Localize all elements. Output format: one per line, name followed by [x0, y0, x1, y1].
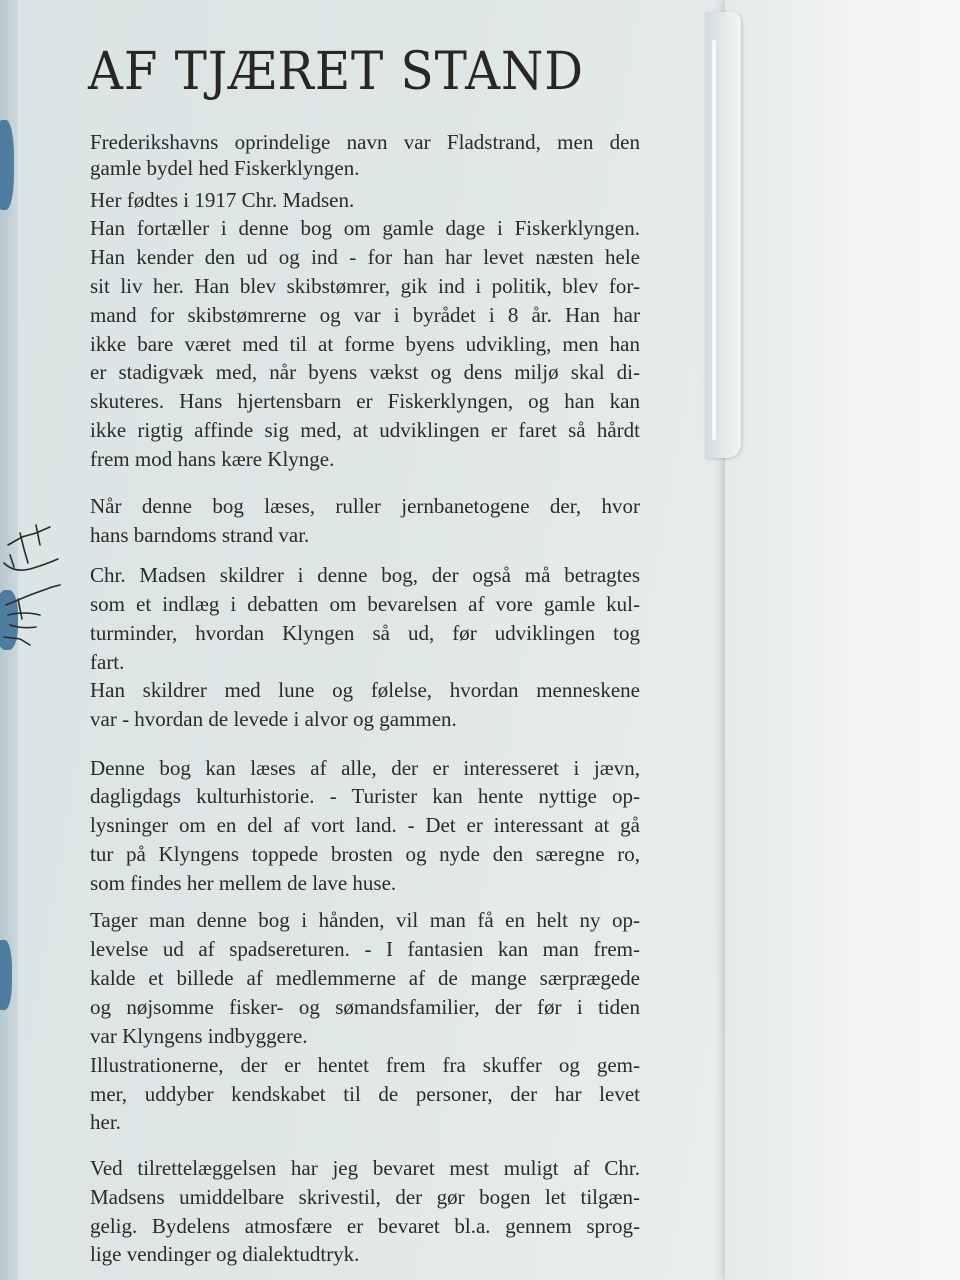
- text-line: Når denne bog læses, ruller jernbanetogene der, hvor: [90, 494, 640, 518]
- text-line: er stadigvæk med, når byens vækst og dens miljø skal di-: [90, 360, 640, 384]
- text-line: frem mod hans kære Klynge.: [90, 447, 335, 471]
- page-title: AF TJÆRET STAND: [88, 42, 584, 102]
- text-line: Tager man denne bog i hånden, vil man få en helt ny op-: [90, 908, 640, 932]
- text-line: tur på Klyngens toppede brosten og nyde den særegne ro,: [90, 842, 640, 866]
- text-line: lysninger om en del af vort land. - Det er interessant at gå: [90, 813, 640, 837]
- text-line: Han kender den ud og ind - for han har levet næsten hele: [90, 245, 640, 269]
- text-line: og nøjsomme fisker- og sømandsfamilier, der før i tiden: [90, 995, 640, 1019]
- text-line: sit liv her. Han blev skibstømrer, gik ind i politik, blev for-: [90, 274, 640, 298]
- text-line: var Klyngens indbyggere.: [90, 1024, 308, 1048]
- text-line: gamle bydel hed Fiskerklyngen.: [90, 156, 360, 180]
- text-line: kalde et billede af medlemmerne af de mange særprægede: [90, 966, 640, 990]
- text-line: Madsens umiddelbare skrivestil, der gør bogen let tilgæn-: [90, 1185, 640, 1209]
- text-line: Frederikshavns oprindelige navn var Fladstrand, men den: [90, 130, 640, 154]
- text-line: mand for skibstømrerne og var i byrådet i 8 år. Han har: [90, 303, 640, 327]
- text-line: Her fødtes i 1917 Chr. Madsen.: [90, 188, 355, 212]
- cover-illustration-fragment: [0, 940, 12, 1010]
- text-line: dagligdags kulturhistorie. - Turister kan hente nyttige op-: [90, 784, 640, 808]
- text-line: lige vendinger og dialektudtryk.: [90, 1242, 360, 1266]
- text-line: som et indlæg i debatten om bevarelsen af vore gamle kul-: [90, 592, 640, 616]
- text-line: levelse ud af spadsereturen. - I fantasien kan man frem-: [90, 937, 640, 961]
- text-line: hans barndoms strand var.: [90, 523, 310, 547]
- text-line: var - hvordan de levede i alvor og gammen.: [90, 707, 457, 731]
- text-page: [18, 0, 726, 1280]
- text-line: Han fortæller i denne bog om gamle dage i Fiskerklyngen.: [90, 216, 640, 240]
- cover-illustration-fragment: [0, 120, 14, 210]
- next-page: [725, 0, 960, 1280]
- text-line: turminder, hvordan Klyngen så ud, før udviklingen tog: [90, 621, 640, 645]
- text-line: gelig. Bydelens atmosfære er bevaret bl.a. gennem sprog-: [90, 1214, 640, 1238]
- text-line: her.: [90, 1110, 121, 1134]
- text-line: Denne bog kan læses af alle, der er interesseret i jævn,: [90, 756, 640, 780]
- text-line: fart.: [90, 650, 125, 674]
- text-line: skuteres. Hans hjertensbarn er Fiskerklyngen, og han kan: [90, 389, 640, 413]
- text-line: Han skildrer med lune og følelse, hvordan menneskene: [90, 678, 640, 702]
- text-line: mer, uddyber kendskabet til de personer, der har levet: [90, 1082, 640, 1106]
- text-line: ikke bare været med til at forme byens udvikling, men han: [90, 332, 640, 356]
- text-line: ikke rigtig affinde sig med, at udviklingen er faret så hårdt: [90, 418, 640, 442]
- text-line: Ved tilrettelæggelsen har jeg bevaret mest muligt af Chr.: [90, 1156, 640, 1180]
- text-line: som findes her mellem de lave huse.: [90, 871, 397, 895]
- text-line: Illustrationerne, der er hentet frem fra skuffer og gem-: [90, 1053, 640, 1077]
- text-line: Chr. Madsen skildrer i denne bog, der også må betragtes: [90, 563, 640, 587]
